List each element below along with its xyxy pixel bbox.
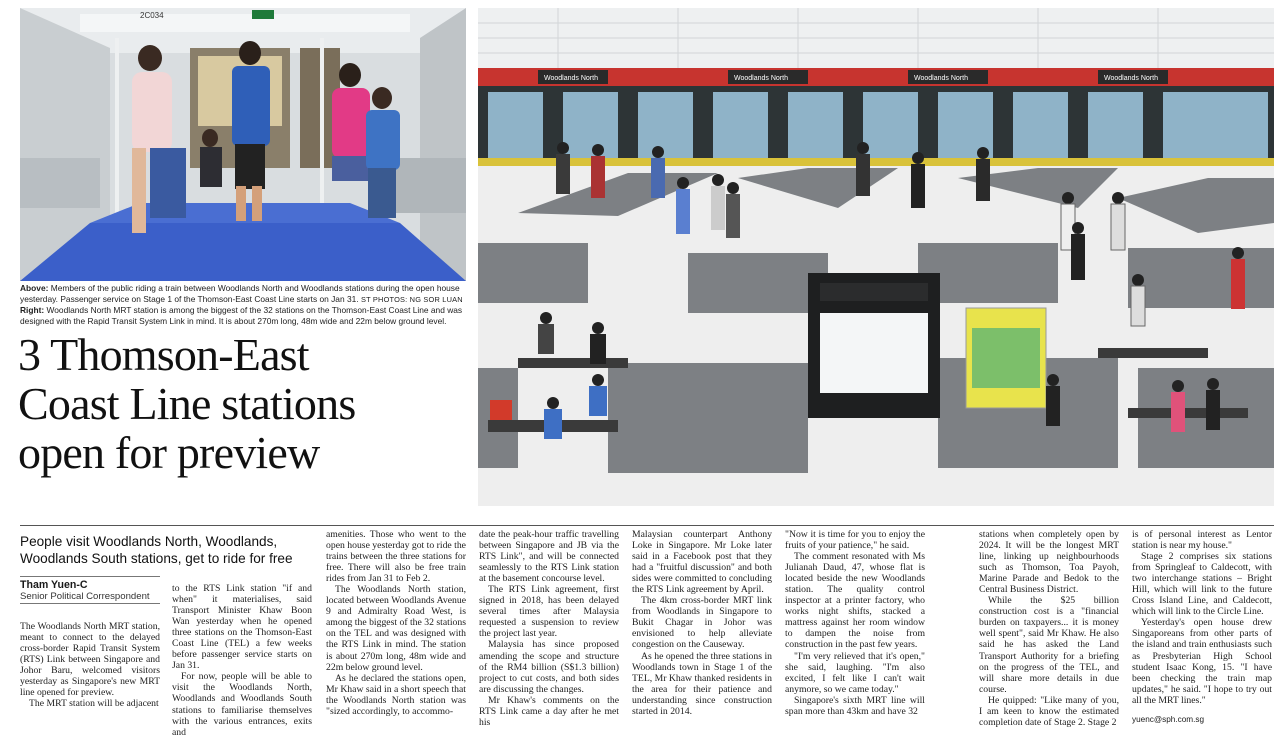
paragraph: "Now it is time for you to enjoy the fruits of your patience," he said. (785, 529, 925, 552)
article-column-2 (172, 583, 312, 738)
paragraph: The MRT station will be adjacent (29, 698, 159, 710)
paragraph: Malaysian counterpart Anthony Loke in Singapore. Mr Loke later said in a Facebook post that they had a "fruitful discussion" and both sides were committed to concluding the RTS Link agreement by April. (632, 529, 772, 596)
caption-above-label: Above: (20, 283, 49, 293)
paragraph: The 4km cross-border MRT link from Woodlands in Singapore to Bukit Chagar in Johor was envisioned to help alleviate congestion on the Causeway. (632, 595, 772, 651)
station-sign-3: Woodlands North (914, 75, 968, 82)
article-column-4 (479, 529, 619, 728)
caption-above-text: Members of the public riding a train between Woodlands North and Woodlands stations during the open house yesterday. Passenger service on Stage 1 of the Thomson-East Coast Line starts on Jan 31. (20, 283, 460, 304)
article-column-5 (632, 529, 772, 717)
paragraph: The RTS Link agreement, first signed in 2018, has been delayed several times after Malaysia requested a suspension to review the project last year. (479, 584, 619, 640)
paragraph: As he opened the three stations in Woodlands town in Stage 1 of the TEL, Mr Khaw thanked residents in the area for their patience and understanding since construction started in 2014. (632, 650, 772, 717)
paragraph: Mr Khaw's comments on the RTS Link came a day after he met his (479, 694, 619, 728)
train-number-label: 2C034 (140, 11, 164, 20)
headline-line-2: Coast Line stations (18, 378, 356, 429)
paragraph: While the $25 billion construction cost is a "financial burden on taxpayers... it is money well spent", said Mr Khaw. He also said he has asked the Land Transport Authority for a briefing on the progress of the TEL, and will share more details in due course. (979, 595, 1119, 695)
author-role: Senior Political Correspondent (20, 591, 150, 602)
article-column-1 (20, 621, 160, 709)
article-column-8 (1132, 529, 1272, 725)
byline-rule (20, 576, 160, 577)
paragraph: He quipped: "Like many of you, I am keen to know the estimated completion date of Stage 2. Stage 2 (979, 694, 1119, 728)
article-column-6 (785, 529, 925, 717)
paragraph: The Woodlands North MRT station, meant to connect to the delayed cross-border Rapid Transit System (RTS) Link between Singapore and Johor Baru, welcomed visitors yesterday as Singapore's new MRT line opened for preview. (20, 621, 160, 699)
paragraph: Malaysia has since proposed amending the scope and structure of the RM4 billion (S$1.3 billion) project to cut costs, and both sides are discussing the changes. (479, 639, 619, 695)
author-name: Tham Yuen-C (20, 579, 88, 591)
paragraph: As he declared the stations open, Mr Khaw said in a short speech that the Woodlands North station was "sized accordingly, to accommo- (326, 672, 466, 717)
train-interior-photo (20, 8, 466, 281)
paragraph: The comment resonated with Ms Julianah Daud, 47, whose flat is located beside the new Woodlands station. The quality control inspector at a printer factory, who works night shifts, stacked a mattress against her room window to dampen the noise from construction in the past few years. (785, 551, 925, 651)
headline-line-3: open for preview (18, 427, 320, 478)
photo-credit: ST PHOTOS: NG SOR LUAN (360, 295, 463, 304)
station-platform-photo (478, 8, 1274, 506)
paragraph: to the RTS Link station "if and when" it materialises, said Transport Minister Khaw Boon Wan yesterday when he opened three stations on the Thomson-East Coast Line (TEL) a few weeks before passenger service starts on Jan 31. (172, 583, 312, 672)
byline (20, 579, 170, 603)
article-column-7 (979, 529, 1119, 728)
headline (18, 330, 478, 477)
subheadline: People visit Woodlands North, Woodlands, Woodlands South stations, get to ride for free (20, 534, 293, 566)
paragraph: stations when completely open by 2024. It will be the longest MRT line, linking up neighbourhoods such as Thomson, Toa Payoh, Marine Parade and Bedok to the Central Business District. (979, 529, 1119, 596)
photo-caption (20, 283, 466, 327)
station-sign-1: Woodlands North (544, 75, 598, 82)
byline-rule-bottom (20, 603, 160, 604)
paragraph: Yesterday's open house drew Singaporeans from other parts of the island and train enthusiasts such as Presbyterian High School student Isaac Kong, 15. "I have been checking the train map updates," he said. "I hope to try out all the MRT lines." (1132, 617, 1272, 706)
article-column-3 (326, 529, 466, 717)
caption-right-label: Right: (20, 305, 45, 315)
paragraph: amenities. Those who went to the open house yesterday got to ride the trains between the three stations for free. There will also be free train rides from Jan 31 to Feb 2. (326, 529, 466, 585)
headline-line-1: 3 Thomson-East (18, 329, 309, 380)
paragraph: The Woodlands North station, located between Woodlands Avenue 9 and Admiralty Road West, is among the biggest of the 32 stations on the TEL and was designed with the RTS Link in mind. The station is about 270m long, 48m wide and 22m below ground level. (326, 584, 466, 673)
paragraph: "I'm very relieved that it's open," she said, laughing. "I'm also excited, I felt like I can't wait anymore, so we came today." (785, 650, 925, 695)
station-sign-4: Woodlands North (1104, 75, 1158, 82)
author-email[interactable]: yuenc@sph.com.sg (1132, 714, 1205, 724)
paragraph: Stage 2 comprises six stations from Springleaf to Caldecott, with two interchange stations – Bright Hill, which will link to the future Cross Island Line, and Caldecott, which will link to the Circle Line. (1132, 551, 1272, 618)
section-divider (20, 525, 1274, 526)
station-sign-2: Woodlands North (734, 75, 788, 82)
paragraph: Singapore's sixth MRT line will span more than 43km and have 32 (785, 694, 925, 717)
paragraph: date the peak-hour traffic travelling between Singapore and JB via the RTS Link", and will be connected seamlessly to the RTS Link station at the basement concourse level. (479, 529, 619, 585)
paragraph: is of personal interest as Lentor station is near my house." (1132, 529, 1272, 552)
paragraph: For now, people will be able to visit the Woodlands North, Woodlands and Woodlands South stations to familiarise themselves with the various entrances, exits and (172, 671, 312, 738)
caption-right-text: Woodlands North MRT station is among the biggest of the 32 stations on the Thomson-East Coast Line and was designed with the Rapid Transit System Link in mind. It is about 270m long, 48m wide and 22m below ground level. (20, 305, 463, 326)
